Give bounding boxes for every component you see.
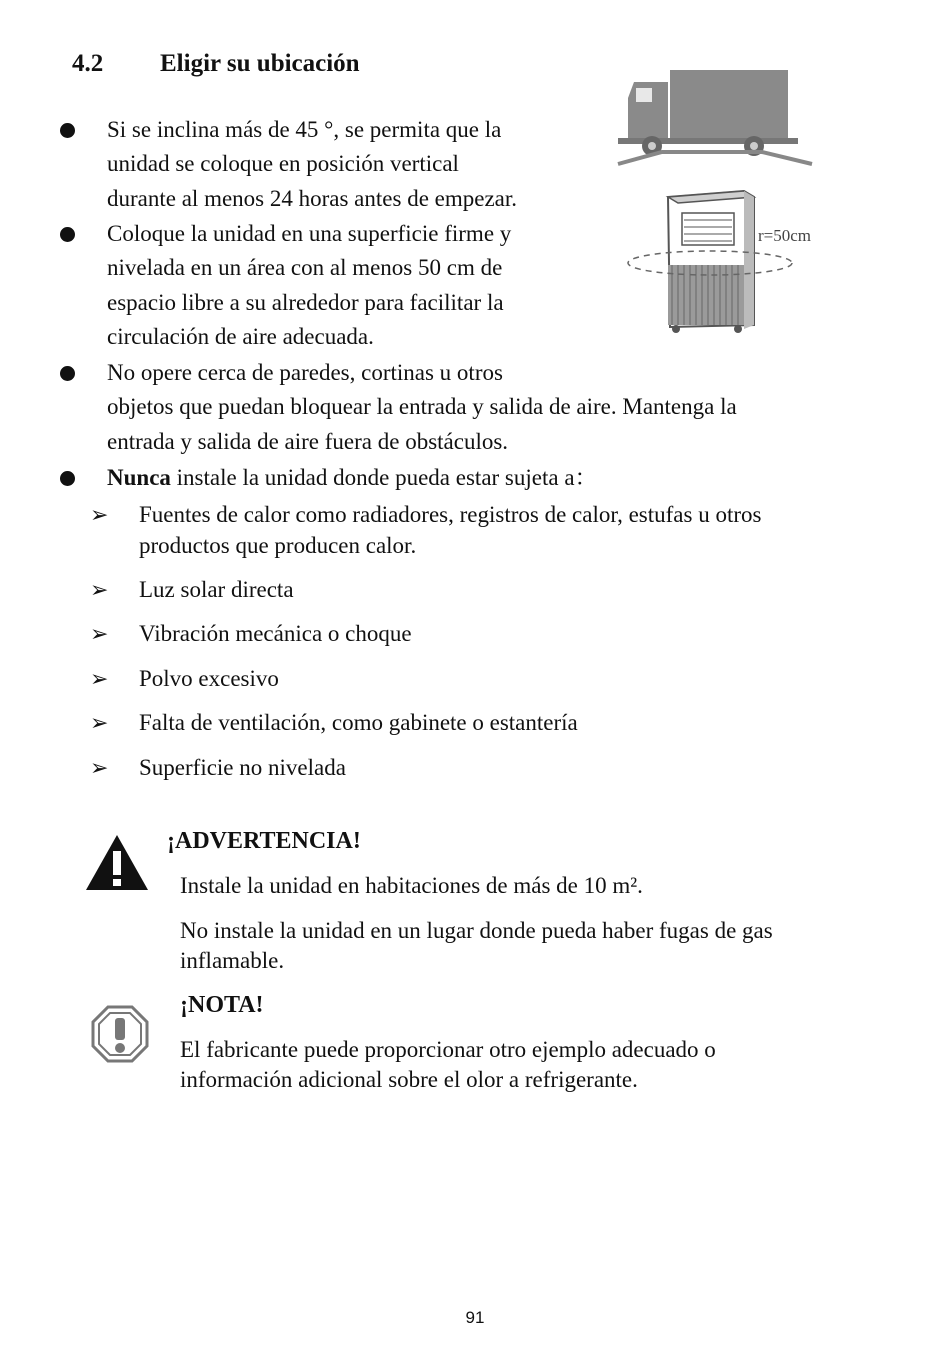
arrow-bullet-icon: ➢	[90, 756, 109, 781]
page-number: 91	[465, 1308, 485, 1327]
radius-label: r=50cm	[758, 226, 812, 245]
section-title: Eligir su ubicación	[160, 50, 360, 77]
subitem-line: Polvo excesivo	[139, 666, 279, 691]
bullet-line: Si se inclina más de 45 °, se permita que la	[107, 117, 502, 142]
bullet-dot	[60, 366, 75, 381]
subitem-line: Superficie no nivelada	[139, 755, 346, 780]
warning-title: ¡ADVERTENCIA!	[167, 828, 361, 854]
arrow-bullet-icon: ➢	[90, 578, 109, 603]
arrow-bullet-icon: ➢	[90, 622, 109, 647]
section-number: 4.2	[72, 50, 104, 77]
bullet-line: entrada y salida de aire fuera de obstáculos.	[107, 429, 509, 454]
bullet-line	[107, 461, 598, 495]
warning-text: No instale la unidad en un lugar donde pueda haber fugas de gas	[180, 918, 773, 943]
subitem-line: Falta de ventilación, como gabinete o estantería	[139, 710, 578, 735]
subitem-line: Fuentes de calor como radiadores, registros de calor, estufas u otros	[139, 502, 762, 527]
bullet-line: durante al menos 24 horas antes de empezar.	[107, 186, 518, 211]
bullet-text: instale la unidad donde pueda estar sujeta a：	[170, 465, 598, 490]
warning-text: Instale la unidad en habitaciones de más de 10 m².	[180, 873, 643, 898]
bullet-line: unidad se coloque en posición vertical	[107, 151, 459, 176]
bullet-line: espacio libre a su alrededor para facilitar la	[107, 290, 504, 315]
bullet-dot	[60, 471, 75, 486]
note-text: información adicional sobre el olor a refrigerante.	[180, 1067, 638, 1092]
bullet-dot	[60, 227, 75, 242]
warning-triangle-icon	[84, 832, 150, 892]
subitem-line: productos que producen calor.	[139, 533, 417, 558]
bullet-line: No opere cerca de paredes, cortinas u otros	[107, 360, 503, 385]
arrow-bullet-icon: ➢	[90, 711, 109, 736]
arrow-bullet-icon: ➢	[90, 503, 109, 528]
subitem-line: Luz solar directa	[139, 577, 294, 602]
bullet-line: nivelada en un área con al menos 50 cm de	[107, 255, 503, 280]
bullet-line: objetos que puedan bloquear la entrada y salida de aire. Mantenga la	[107, 394, 737, 419]
warning-text: inflamable.	[180, 948, 285, 973]
arrow-bullet-icon: ➢	[90, 667, 109, 692]
emphasis-never: Nunca	[107, 465, 171, 490]
air-conditioner-icon	[622, 185, 822, 340]
truck-icon	[612, 62, 822, 172]
bullet-dot	[60, 123, 75, 138]
note-title: ¡NOTA!	[180, 992, 264, 1018]
bullet-line: Coloque la unidad en una superficie firme y	[107, 221, 512, 246]
exclamation-octagon-icon	[90, 1004, 150, 1064]
subitem-line: Vibración mecánica o choque	[139, 621, 412, 646]
note-text: El fabricante puede proporcionar otro ejemplo adecuado o	[180, 1037, 716, 1062]
bullet-line: circulación de aire adecuada.	[107, 324, 374, 349]
